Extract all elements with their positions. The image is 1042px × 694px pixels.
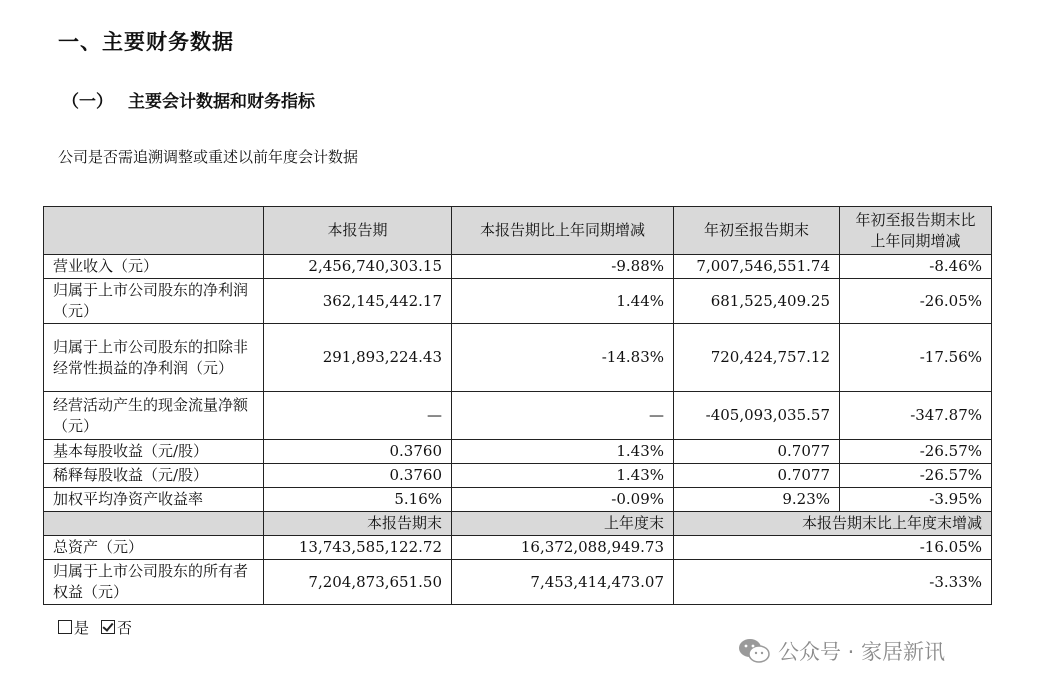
value-cell: 720,424,757.12 <box>674 324 840 392</box>
row-label: 经营活动产生的现金流量净额（元） <box>44 392 264 440</box>
option-yes-label: 是 <box>74 619 90 637</box>
value-cell: -0.09% <box>452 488 674 512</box>
value-cell: — <box>264 392 452 440</box>
value-cell: — <box>452 392 674 440</box>
value-cell: 7,453,414,473.07 <box>452 560 674 605</box>
value-cell: -3.95% <box>840 488 992 512</box>
value-cell: 681,525,409.25 <box>674 279 840 324</box>
value-cell: -405,093,035.57 <box>674 392 840 440</box>
section-heading: 一、主要财务数据 <box>58 30 234 54</box>
value-cell: 16,372,088,949.73 <box>452 536 674 560</box>
table-row <box>44 279 992 324</box>
value-cell: -14.83% <box>452 324 674 392</box>
value-cell: 13,743,585,122.72 <box>264 536 452 560</box>
value-cell: 0.3760 <box>264 440 452 464</box>
value-cell: 1.44% <box>452 279 674 324</box>
restatement-options <box>58 617 144 638</box>
table-row <box>44 488 992 512</box>
option-no[interactable] <box>101 619 132 637</box>
table-row <box>44 464 992 488</box>
header-cell: 本报告期末比上年度末增减 <box>674 512 992 536</box>
value-cell: 1.43% <box>452 440 674 464</box>
header-cell: 年初至报告期末比上年同期增减 <box>840 207 992 255</box>
table-row <box>44 324 992 392</box>
row-label: 营业收入（元） <box>44 255 264 279</box>
header-blank-cell <box>44 207 264 255</box>
value-cell: -9.88% <box>452 255 674 279</box>
value-cell: -16.05% <box>674 536 992 560</box>
value-cell: 7,204,873,651.50 <box>264 560 452 605</box>
value-cell: 291,893,224.43 <box>264 324 452 392</box>
value-cell: 9.23% <box>674 488 840 512</box>
value-cell: 2,456,740,303.15 <box>264 255 452 279</box>
value-cell: -26.05% <box>840 279 992 324</box>
value-cell: 5.16% <box>264 488 452 512</box>
header-cell: 本报告期 <box>264 207 452 255</box>
wechat-icon <box>738 637 770 665</box>
option-yes[interactable] <box>58 619 89 637</box>
row-label: 总资产（元） <box>44 536 264 560</box>
wechat-watermark <box>738 636 945 666</box>
table-subheader-row <box>44 512 992 536</box>
value-cell: 1.43% <box>452 464 674 488</box>
row-label: 基本每股收益（元/股） <box>44 440 264 464</box>
value-cell: 0.3760 <box>264 464 452 488</box>
table-row <box>44 440 992 464</box>
value-cell: 7,007,546,551.74 <box>674 255 840 279</box>
checkbox-checked-icon <box>101 620 115 634</box>
header-cell: 本报告期比上年同期增减 <box>452 207 674 255</box>
subsection-number: （一） <box>62 92 113 112</box>
header-cell: 年初至报告期末 <box>674 207 840 255</box>
header-cell: 上年度末 <box>452 512 674 536</box>
subsection-heading <box>62 87 315 112</box>
value-cell: -347.87% <box>840 392 992 440</box>
table-row <box>44 392 992 440</box>
row-label: 加权平均净资产收益率 <box>44 488 264 512</box>
header-cell: 本报告期末 <box>264 512 452 536</box>
restatement-question: 公司是否需追溯调整或重述以前年度会计数据 <box>58 148 359 166</box>
watermark-text: 公众号 · 家居新讯 <box>778 640 946 664</box>
table-row <box>44 560 992 605</box>
row-label: 稀释每股收益（元/股） <box>44 464 264 488</box>
value-cell: -3.33% <box>674 560 992 605</box>
header-blank-cell <box>44 512 264 536</box>
subsection-title: 主要会计数据和财务指标 <box>128 92 315 112</box>
value-cell: -26.57% <box>840 440 992 464</box>
table-row <box>44 536 992 560</box>
checkbox-unchecked-icon <box>58 620 72 634</box>
value-cell: 0.7077 <box>674 464 840 488</box>
table-row <box>44 255 992 279</box>
option-no-label: 否 <box>117 619 133 637</box>
row-label: 归属于上市公司股东的扣除非经常性损益的净利润（元） <box>44 324 264 392</box>
value-cell: -17.56% <box>840 324 992 392</box>
value-cell: -8.46% <box>840 255 992 279</box>
financial-data-table <box>43 206 992 605</box>
table-header-row <box>44 207 992 255</box>
row-label: 归属于上市公司股东的净利润（元） <box>44 279 264 324</box>
value-cell: -26.57% <box>840 464 992 488</box>
value-cell: 0.7077 <box>674 440 840 464</box>
row-label: 归属于上市公司股东的所有者权益（元） <box>44 560 264 605</box>
value-cell: 362,145,442.17 <box>264 279 452 324</box>
